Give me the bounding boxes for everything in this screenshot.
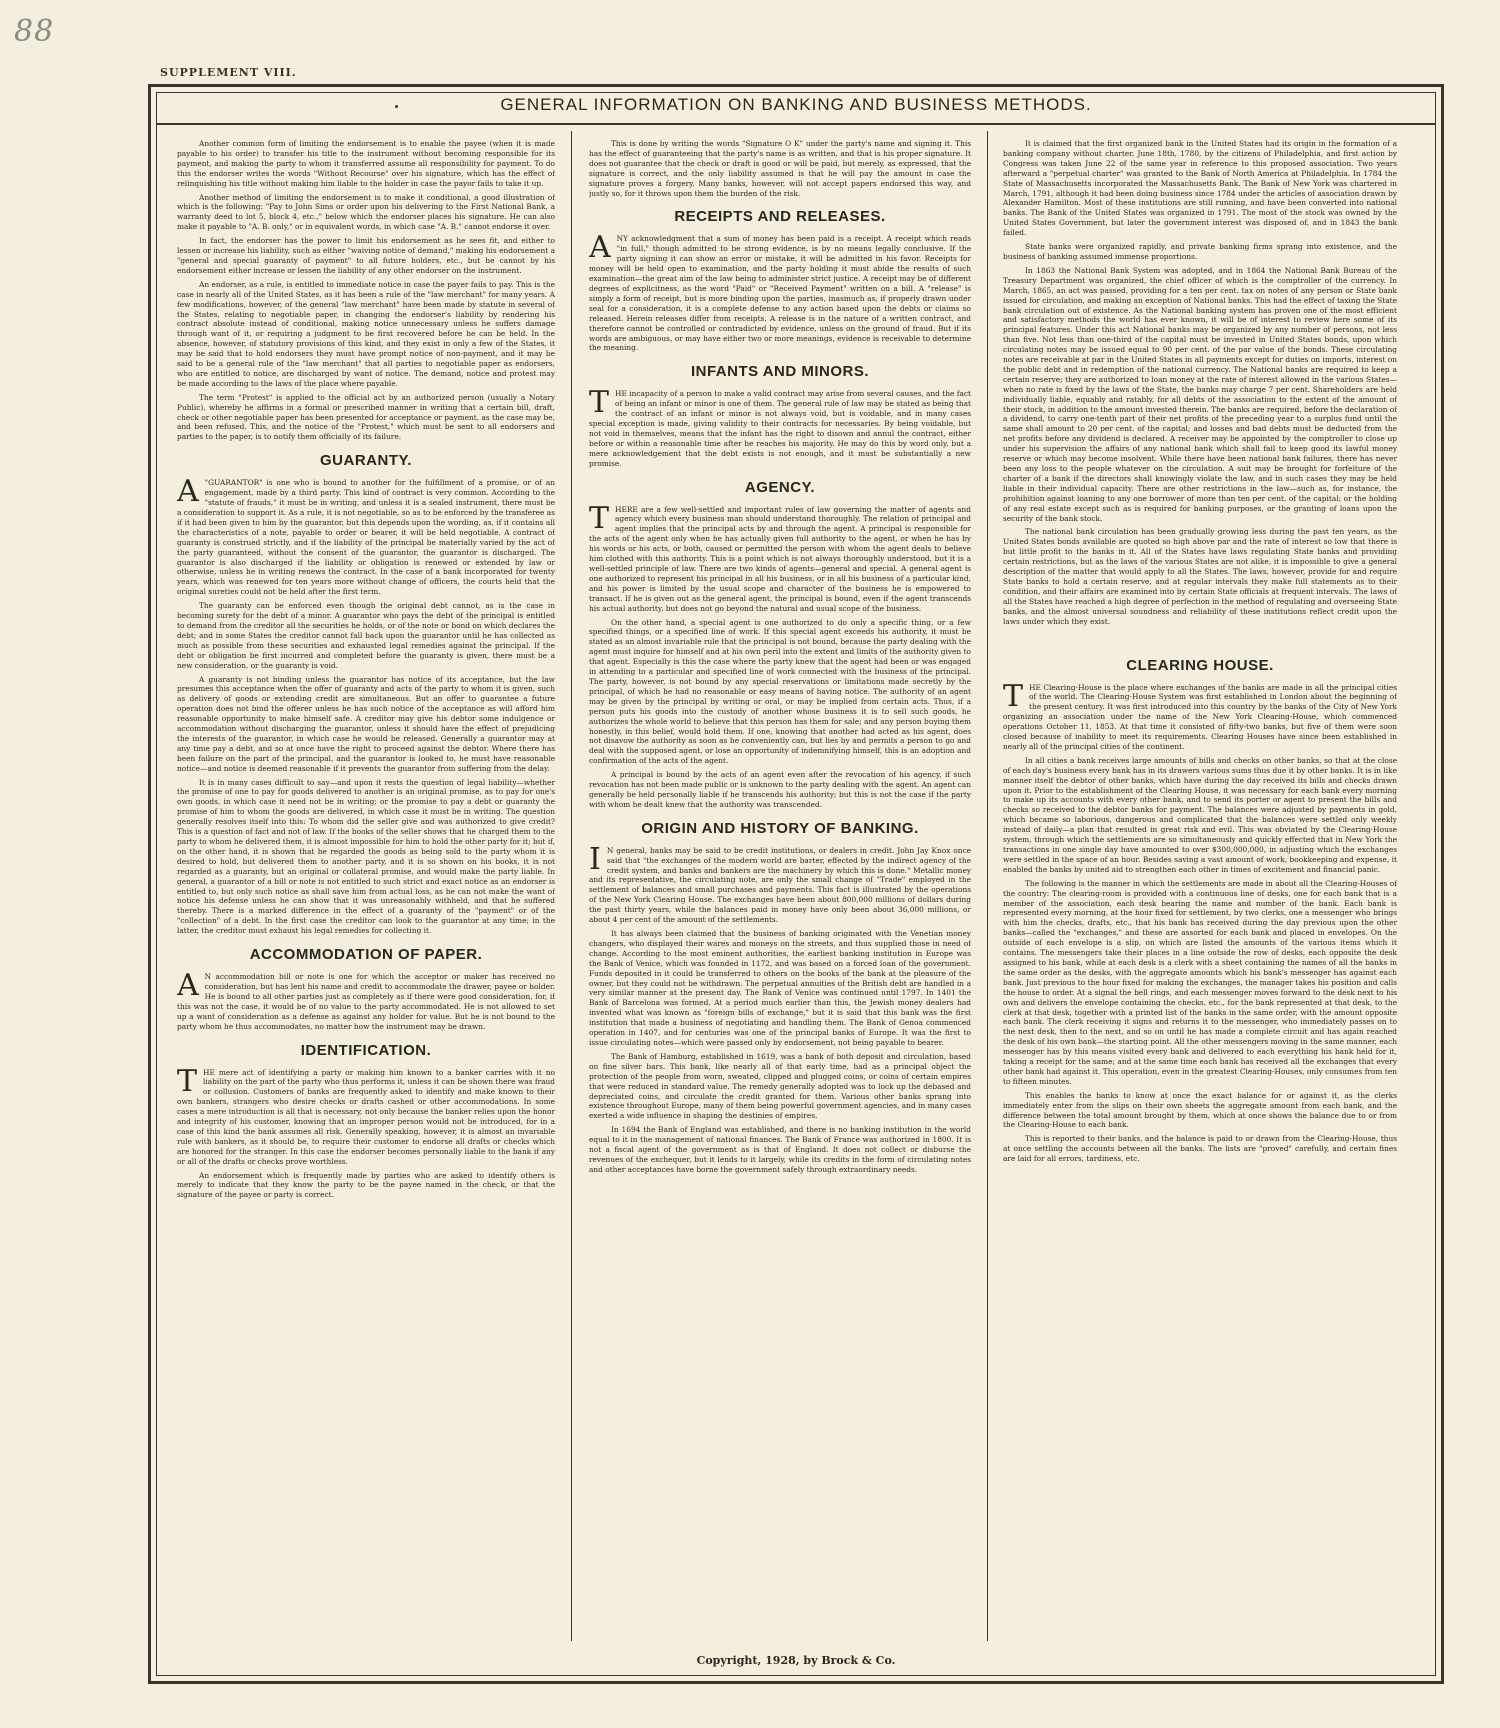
title-rule [157,123,1435,125]
heading-clearing-house: CLEARING HOUSE. [1126,656,1274,674]
paragraph: The guaranty can be enforced even though the original debt cannot, as is the case in becoming surety for the debt of a minor. A guarantor who pays the debt of the principal is entitled to demand from the creditor all the securities he holds, or of the note or bond on which declares the debt; and in some States the creditor cannot fall back upon the guarantor until he has collected as much as possible from these securities and exhausted legal remedies against the principal. If the debt or obligation be first incurred and completed before the guaranty is given, there must be a new consideration, or the guaranty is void. [177,601,555,670]
paragraph: On the other hand, a special agent is one authorized to do only a specific thing, or a few specified things, or a specified line of work. If this special agent exceeds his authority, it must be stated as an almost invariable rule that the principal is not bound, because the party dealing with the agent must inquire for himself and at his own peril into the extent and limits of the authority given to that agent. Especially is this the case where the party knew that the agent had been or was engaged in attending to a particular and specified line of work connected with the business of the principal. The party, however, is not bound by any special reservations or limitations made secretly by the principal, of which he had no reasonable or easy means of having notice. The authority of an agent may be given by the principal by writing or oral, or may be implied from certain acts. Thus, if a person puts his goods into the custody of another whose business it is to sell such goods, he authorizes the whole world to believe that this person has them for sale; and any person buying them honestly, in this belief, would hold them. If one, knowing that another had acted as his agent, does not disavow the authority as soon as he conveniently can, but lies by and permits a person to go and deal with the supposed agent, or lose an opportunity of indemnifying himself, this is an adoption and confirmation of the acts of the agent. [589,617,971,766]
paragraph: Another common form of limiting the endorsement is to enable the payee (when it is made payable to his order) to transfer his title to the instrument without becoming responsible for its payment, and making the party to whom it transferred assume all responsibility for payment. To do this the endorser writes the words "Without Recourse" over his signature, which has the effect of relinquishing his title without making him liable to the holder in case the payor fails to take it up. [177,139,555,188]
paragraph: It has always been claimed that the business of banking originated with the Venetian money changers, who displayed their wares and moneys on the streets, and thus supplied those in need of change. According to the most eminent authorities, the earliest banking institution in Europe was the Bank of Venice, which was founded in 1172, and was based on a forced loan of the government. Funds deposited in it could be transferred to others on the books of the bank at the pleasure of the owner, but they could not be withdrawn. The perpetual annuities of the British debt are handled in a very similar manner at the present day. The Bank of Venice was continued until 1797. In 1401 the Bank of Barcelona was formed. At a period much earlier than this, the Jewish money dealers had invented what was known as "foreign bills of exchange," but it is said that this bank was the first institution that made a business of negotiating and handling them. The Bank of Genoa commenced operation in 1407, and for centuries was one of the principal banks of Europe. It was the first to issue circulating notes—which were passed only by endorsement, not being payable to bearer. [589,929,971,1047]
paragraph: An endorsement which is frequently made by parties who are asked to identify others is merely to indicate that they know the party to be the payee named in the check, or that the signature of the payee or party is correct. [177,1170,555,1200]
paragraph: A guaranty is not binding unless the guarantor has notice of its acceptance, but the law presumes this acceptance when the offer of guaranty and acts of the party to whom it is given, such as delivery of goods or extending credit are simultaneous. But an offer to guarantee a future operation does not bind the offerer unless he has such notice of the acceptance as will afford him reasonable opportunity to make himself safe. A creditor may give his debtor some indulgence or accommodation without discharging the guarantor, unless it should have the effect of prejudicing the interests of the guarantor, in which case he would be released. Generally a guarantor may at any time pay a debt, and so at once have the right to proceed against the debtor. Where there has been failure on the part of the principal, and the guarantor is looked to, he must have reasonable notice—and notice is deemed reasonable if it prevents the guarantor from suffering from the delay. [177,674,555,773]
heading-receipts: RECEIPTS AND RELEASES. [674,208,886,226]
paragraph: An endorser, as a rule, is entitled to immediate notice in case the payer fails to pay. This is the case in nearly all of the United States, as it has been a rule of the "law merchant" for many years. A few modifications, however, of the general "law merchant" have been made by statute in several of the States, relating to negotiable paper, in changing the endorser's liability by rendering his contract absolute instead of conditional, making notice unnecessary unless he suffers damage through want of it, or requiring a judgment to be first recovered before he can be held. In the absence, however, of statutory provisions of this kind, and they exist in only a few of the States, it may be said that to hold endorsers they must have prompt notice of non-payment, and it may be said to be a general rule of the "law merchant" that all parties to negotiable paper as endorsers, who are entitled to notice, are discharged by want of notice. The demand, notice and protest may be made according to the laws of the place where payable. [177,279,555,388]
paragraph: This enables the banks to know at once the exact balance for or against it, as the clerks immediately enter from the slips on their own sheets the aggregate amount from each bank, and the difference between the total amount brought by them, which at once shows the balance due to or from the Clearing-House to each bank. [1003,1090,1397,1130]
paragraph: The Bank of Hamburg, established in 1619, was a bank of both deposit and circulation, based on fine silver bars. This bank, like nearly all of that early time, had as a principal object the protection of the people from worn, sweated, clipped and plugged coins, or coins of certain empires that were reduced in standard value. The remedy generally adopted was to lock up the debased and depreciated coins, and circulate the credit granted for them. Various other banks sprang into existence throughout Europe, many of them being powerful government agencies, and in many cases exerted a wide influence in shaping the destinies of empires. [589,1051,971,1121]
page-frame [148,84,1444,1684]
heading-accommodation: ACCOMMODATION OF PAPER. [249,946,483,964]
paragraph: A"GUARANTOR" is one who is bound to another for the fulfillment of a promise, or of an engagement, made by a third party. This kind of contract is very common. According to the "statute of frauds," it must be in writing, and unless it is a sealed instrument, there must be a consideration to support it. As a rule, it is not negotiable, so as to be enforced by the transferee as if it had been given to him by the guarantor, but this depends upon the wording, as, if it contains all the characteristics of a note, payable to order or bearer, it will be held negotiable. A contract of guaranty is construed strictly, and if the liability of the principal be materially varied by the act of the party guaranteed, without the consent of the guarantor, the guarantor is discharged. The guarantor is also discharged if the liability or obligation is renewed or extended by law or otherwise, unless he in writing renews the contract. In the case of a bank incorporated for twenty years, which was renewed for ten years more without change of officers, the courts held that the original sureties could not be held after the first term. [177,474,555,597]
paragraph: This is done by writing the words "Signature O K" under the party's name and signing it. This has the effect of guaranteeing that the party's name is as written, and that is his proper signature. It does not guarantee that the check or draft is good or will be paid, but merely, as expressed, that the signature is correct, and the only liability assumed is that he will pay the amount in case the signature proves a forgery. Many banks, however, will not accept papers endorsed this way, and justly so, for it throws upon them the burden of the risk. [589,139,971,198]
paragraph: The following is the manner in which the settlements are made in about all the Clearing-Houses of the country: The clearing-room is provided with a continuous line of desks, one for each bank that is a member of the association, each desk bearing the name and number of the bank. Each bank is represented every morning, at the hour fixed for settlement, by two clerks, one a messenger who brings with him the checks, drafts, etc., that his bank has received during the day previous upon the other banks—called the "exchanges," and these are assorted for each bank and placed in envelopes. On the outside of each envelope is a slip, on which are listed the amounts of the various items which it contains. The messengers take their places in a line outside the row of desks, each opposite the desk assigned to his bank, while at each desk is a clerk with a sheet containing the names of all the banks in the same order as the desks, with the aggregate amounts which his bank's messenger has against each bank. Just previous to the hour fixed for making the exchanges, the manager takes his position and calls the house to order. At a signal the bell rings, and each messenger moves forward to the desk next to his own and delivers the envelope containing the checks, etc., for the bank represented at that desk, to the clerk at that desk, together with a printed list of the banks in the same order, with the amount opposite each bank. The clerk receiving it signs and returns it to the messenger, who immediately passes on to the next desk, then to the next, and so on until he has made a complete circuit and has again reached the desk of his own bank—the starting point. All the other messengers moving in the same manner, each messenger has by this means visited every bank and delivered to each everything his bank held for it, taking a receipt for the same; and at the same time each bank has received all the exchanges that every other bank had against it. This operation, even in the greatest Clearing-Houses, only consumes from ten to fifteen minutes. [1003,878,1397,1086]
heading-infants: INFANTS AND MINORS. [690,363,870,381]
paragraph: ANY acknowledgment that a sum of money has been paid is a receipt. A receipt which reads "in full," though admitted to be strong evidence, is by no means legally conclusive. If the party signing it can show an error or mistake, it will be admitted in his favor. Receipts for money will be held open to examination, and the party holding it must abide the results of such examination—the great aim of the law being to administer strict justice. A receipt may be of different degrees of explicitness, as the word "Paid" or "Received Payment" written on a bill. A "release" is simply a form of receipt, but is more binding upon the parties, inasmuch as, if properly drawn under seal for a consideration, it is a complete defense to any action based upon the debts or claims so released. Herein releases differ from receipts. A release is in the nature of a written contract, and therefore cannot be controlled or contradicted by evidence, unless on the ground of fraud. But if its words are ambiguous, or may have either two or more meanings, evidence is receivable to determine the meaning. [589,230,971,353]
heading-agency: AGENCY. [744,478,816,496]
heading-origin-banking: ORIGIN AND HISTORY OF BANKING. [641,819,919,837]
paragraph: In all cities a bank receives large amounts of bills and checks on other banks, so that at the close of each day's business every bank has in its drawers various sums thus due it by other banks. It is in like manner itself the debtor of other banks, which have during the day received its bills and checks drawn upon it. Prior to the establishment of the Clearing House, it was necessary for each bank every morning to make up its accounts with every other bank, and to send its porter or agent to present the bills and checks so received to the debtor banks for payment. The balances were adjusted by payments in gold, which became so laborious, dangerous and complicated that the balances were settled only weekly instead of daily—a plan that resulted in great risk and evil. This was obviated by the Clearing-House system, through which the settlements are so simultaneously and quickly effected that in New York the transactions in one single day have amounted to over $300,000,000, in adjusting which the exchanges were settled in the space of an hour. Besides saving a vast amount of work, bookkeeping and expense, it enabled the banks by united aid to strengthen each other in times of excitement and financial panic. [1003,755,1397,874]
column-divider-1 [571,131,572,1641]
paragraph: The national bank circulation has been gradually growing less during the past ten years, as the United States bonds available are quoted so high above par and the rate of interest so low that there is but little profit to the banks in it. All of the States have laws regulating State banks and providing certain restrictions, but as the laws of the various States are not alike, it is impossible to give a general description of the matter that would apply to all the States. The laws, however, provide for and require State banks to hold a certain reserve, and at regular intervals they make full statements as to their condition, and their affairs are examined into by certain State officials at frequent intervals. The laws of all the States have reached a high degree of perfection in the method of regulating and overseeing State banks, and the almost universal soundness and reliability of these institutions reflect credit upon the laws under which they exist. [1003,527,1397,626]
column-divider-2 [987,131,988,1641]
paragraph: In fact, the endorser has the power to limit his endorsement as he sees fit, and either to lessen or increase his liability, such as either "waiving notice of demand," making his endorsement a "general and special guaranty of payment" to all future holders, etc., but he cannot by his endorsement either increase or lessen the liability of any other endorser on the instrument. [177,236,555,275]
paragraph: THERE are a few well-settled and important rules of law governing the matter of agents and agency which every business man should understand thoroughly. The relation of principal and agent implies that the principal acts by and through the agent. A principal is responsible for the acts of the agent only when he has actually given full authority to the agent, or when he has by his words or his acts, or both, caused or permitted the person with whom the agent deals to believe him clothed with this authority. This is a point which is not always thoroughly understood, but it is a well-settled principle of law. There are two kinds of agents—general and special. A general agent is one authorized to represent his principal in all his business, or in all his business of a particular kind, and his power is limited by the usual scope and character of the business he is empowered to transact. If he is given out as the general agent, the principal is bound, even if the agent transcends his actual authority, but does not go beyond the natural and usual scope of the business. [589,500,971,613]
paragraph: In 1694 the Bank of England was established, and there is no banking institution in the world equal to it in the management of national finances. The Bank of France was authorized in 1800. It is not a fiscal agent of the government as is that of England. It does not collect or disburse the revenues of the exchequer, but it lends to it largely, while its credits in the form of circulating notes and other acceptances have borne the government safely through extraordinary needs. [589,1125,971,1174]
paragraph: A principal is bound by the acts of an agent even after the revocation of his agency, if such revocation has not been made public or is unknown to the party dealing with the agent. An agent can generally be held personally liable if he transcends his authority; but this is not the case if the party with whom he dealt knew that the authority was transcended. [589,770,971,809]
column-2 [589,139,971,1637]
heading-guaranty: GUARANTY. [319,452,412,470]
paragraph: THE mere act of identifying a party or making him known to a banker carries with it no liability on the part of the party who thus performs it, unless it can be shown there was fraud or collusion. Customers of banks are frequently asked to identify and make known to their own bankers, strangers who desire checks or drafts cashed or other accommodations. In some cases a mere introduction is all that is necessary, not only because the banker relies upon the honor and integrity of his customer, knowing that an improper person would not be introduced, for in a case of this kind the bank assumes all risk. Generally speaking, however, it is almost an invariable rule with bankers, as it should be, to require their customer to endorse all drafts or checks which are honored for the stranger. In this case the endorser becomes personally liable to the bank if any or all of the drafts or checks prove worthless. [177,1063,555,1166]
paragraph: AN accommodation bill or note is one for which the acceptor or maker has received no consideration, but has lent his name and credit to accommodate the drawer, payee or holder. He is bound to all other parties just as completely as if there were good consideration, for, if this was not the case, it would be of no value to the party accommodated. He is not allowed to set up a want of consideration as a defense as against any holder for value. But he is not bound to the party whom he thus accommodates, no matter how the instrument may be drawn. [177,968,555,1031]
paragraph: State banks were organized rapidly, and private banking firms sprang into existence, and the business of banking assumed immense proportions. [1003,242,1397,261]
page-title: GENERAL INFORMATION ON BANKING AND BUSINESS METHODS. [500,95,1092,114]
paragraph: THE incapacity of a person to make a valid contract may arise from several causes, and the fact of being an infant or minor is one of them. The general rule of law may be stated as being that the contract of an infant or minor is not always void, but is voidable, and in many cases special exception is made, giving validity to their contracts for necessaries. By being voidable, but not void in themselves, means that the infant has the right to disown and annul the contract, either before or within a reasonable time after he reaches his majority. He may do this by word only, but a mere acknowledgement that the debt exists is not enough, and it must be substantially a new promise. [589,385,971,468]
paragraph: IN general, banks may be said to be credit institutions, or dealers in credit. John Jay Knox once said that "the exchanges of the modern world are barter, effected by the indirect agency of the credit system, and banks and bankers are the machinery by which this is done." Metallic money and its representative, the circulating note, are only the small change of "Trade" employed in the settlement of balances and small purchases and payments. This fact is illustrated by the operations of the New York Clearing House. The exchanges have been about 800,000 millions of dollars during the past thirty years, while the balances paid in money have only been about 36,000 millions, or about 4 per cent of the amount of the settlements. [589,841,971,925]
paragraph: It is claimed that the first organized bank in the United States had its origin in the formation of a banking company without charter, June 18th, 1780, by the citizens of Philadelphia, and first action by Congress was taken June 22 of the same year in reference to this proposed association. Two years afterward a "perpetual charter" was granted to the Bank of North America at Philadelphia. In 1784 the State of Massachusetts incorporated the Massachusetts Bank. The Bank of New York was chartered in March, 1791, although it had been doing business since 1784 under the articles of association drawn by Alexander Hamilton. Most of these institutions are still running, and have been converted into national banks. The Bank of the United States was organized in 1791. The most of the stock was owned by the United States Government, but later the government interest was disposed of, and in 1843 the bank failed. [1003,139,1397,238]
paragraph: In 1863 the National Bank System was adopted, and in 1864 the National Bank Bureau of the Treasury Department was organized, the chief officer of which is the comptroller of the currency. In March, 1865, an act was passed, providing for a ten per cent. tax on notes of any person or State bank issued for circulation, and making an exception of National banks. This had the effect of taxing the State bank circulation out of existence. As the National banking system has proven one of the most efficient and satisfactory methods the world has ever known, it will be of interest to review here some of its principal features. Under this act National banks may be organized by any number of persons, not less than five. Not less than one-third of the capital must be invested in United States bonds, upon which circulating notes may be issued equal to 90 per cent. of the par value of the bonds. These circulating notes are receivable at par in the United States in all payments except for duties on imports, interest on the public debt and in redemption of the national currency. The National banks are required to keep a certain reserve; they are authorized to loan money at the rate of interest allowed in the various States—when no rate is fixed by the laws of the State, the banks may charge 7 per cent. Shareholders are held individually liable, equably and ratably, for all debts of the association to the extent of the amount of their stock, in addition to the amount invested therein. The banks are required, before the declaration of a dividend, to carry one-tenth part of their net profits of the preceding year to a surplus fund until the same shall amount to 20 per cent. of the capital; and losses and bad debts must be deducted from the net profits before any dividend is declared. A receiver may be appointed by the comptroller to close up under his supervision the affairs of any national bank which shall fail to keep good its lawful money reserve or which may become insolvent. While there have been national bank failures, there has never been any loss to the people whatever on the circulation. A suit may be brought for forfeiture of the charter of a bank if the directors shall knowingly violate the law, and in such cases they may be held liable in their individual capacity. There are other restrictions in the law—such as, for instance, the prohibition against loaning to any one borrower of more than ten per cent. of the capital; or the holding of any real estate except such as is required for banking purposes, or the granting of loans upon the security of the bank stock. [1003,265,1397,523]
paragraph: This is reported to their banks, and the balance is paid to or drawn from the Clearing-House, thus at once settling the accounts between all the banks. The lists are "proved" carefully, and certain fines are laid for all errors, tardiness, etc. [1003,1134,1397,1164]
paragraph: THE Clearing-House is the place where exchanges of the banks are made in all the principal cities of the world. The Clearing-House System was first established in London about the beginning of the present century. It was first introduced into this country by the banks of the City of New York organizing an association under the name of the New York Clearing-House, which commenced operations October 11, 1853. At that time it consisted of fifty-two banks, but five of them were soon closed because of inability to meet its requirements. Clearing Houses have since been established in nearly all of the principal cities of the continent. [1003,678,1397,751]
paragraph: It is in many cases difficult to say—and upon it rests the question of legal liability—whether the promise of one to pay for goods delivered to another is an original promise, as to pay for one's own goods, in which case it need not be in writing; or the promise to pay a debt or guaranty the promise of him to whom the goods are delivered, in which case it must be in writing. The question generally resolves itself into this: To whom did the seller give and was authorized to give credit? This is a question of fact and not of law. If the books of the seller shows that he charged them to the party to whom he delivered them, it is almost impossible for him to hold the other party for it; but if, on the other hand, it is shown that he regarded the goods as being sold to the party whom it is desired to hold, but delivered them to another party, and it is so shown on his books, it is not regarded as a guaranty, but an original or collateral promise, and would make the party liable. In general, a guarantor of a bill or note is not entitled to such strict and exact notice as an endorser is entitled to, but only such notice as shall save him from actual loss, as he can not make the want of notice his defense unless he can show that it was unreasonably withheld, and that he suffered thereby. There is a marked difference in the effect of a guaranty of the "payment" or of the "collection" of a debt. In the first case the creditor can look to the guarantor at any time; in the latter, the creditor must exhaust his legal remedies for collecting it. [177,777,555,936]
paragraph: Another method of limiting the endorsement is to make it conditional, a good illustration of which is the following: "Pay to John Sims or order upon his delivering to the First National Bank, a warranty deed to lot 5, block 4, etc.," below which the endorser places his signature. He can also make it payable to "A. B. only," or in equivalent words, in which case "A. B." cannot endorse it over. [177,192,555,232]
copyright-notice: Copyright, 1928, by Brock & Co. [696,1654,896,1667]
paragraph: The term "Protest" is applied to the official act by an authorized person (usually a Notary Public), whereby he affirms in a formal or prescribed manner in writing that a certain bill, draft, check or other negotiable paper has been presented for acceptance or payment, as the case may be, and been refused. This, and the notice of the "Protest," which must be sent to all endorsers and parties to the paper, is to notify them officially of its failure. [177,392,555,442]
column-1 [177,139,555,1637]
supplement-label: SUPPLEMENT VIII. [160,66,297,79]
pencil-page-number: 88 [14,14,55,49]
heading-identification: IDENTIFICATION. [300,1041,432,1059]
column-3 [1003,139,1397,1637]
